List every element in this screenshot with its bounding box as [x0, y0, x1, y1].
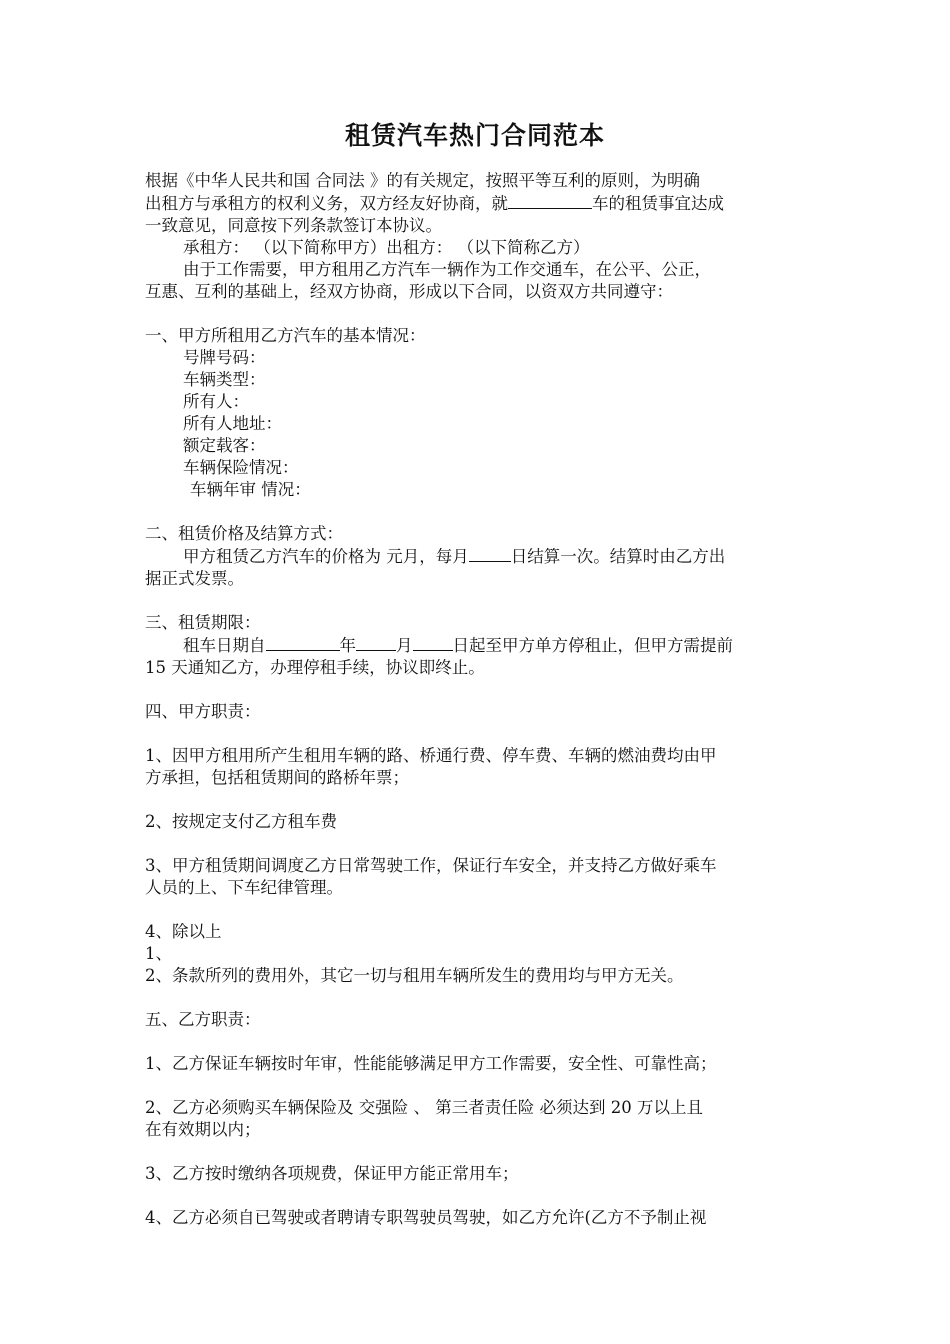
paragraph-line: 承租方： （以下简称甲方）出租方： （以下简称乙方）	[183, 238, 590, 257]
spacer	[145, 833, 815, 855]
spacer	[145, 1075, 815, 1097]
field-label: 车辆保险情况：	[183, 458, 299, 477]
paragraph-line: 互惠、互利的基础上，经双方协商，形成以下合同，以资双方共同遵守：	[145, 282, 673, 301]
paragraph-line: 2、条款所列的费用外，其它一切与租用车辆所发生的费用均与甲方无关。	[145, 966, 684, 985]
field-label: 额定载客：	[183, 436, 266, 455]
paragraph-line	[145, 634, 815, 657]
paragraph-line: 1、乙方保证车辆按时年审，性能能够满足甲方工作需要，安全性、可靠性高；	[145, 1054, 717, 1073]
paragraph-line: 4、除以上	[145, 922, 222, 941]
paragraph-line: 根据《中华人民共和国 合同法 》的有关规定，按照平等互利的原则，为明确	[145, 171, 700, 190]
paragraph-line: 一致意见，同意按下列条款签订本协议。	[145, 216, 442, 235]
paragraph-line: 3、甲方租赁期间调度乙方日常驾驶工作，保证行车安全，并支持乙方做好乘车	[145, 856, 717, 875]
paragraph-line: 1、	[145, 944, 172, 963]
spacer	[145, 501, 815, 523]
document-body	[145, 170, 815, 1229]
spacer	[145, 303, 815, 325]
fill-in-blank	[508, 192, 592, 209]
fill-in-blank	[356, 634, 396, 651]
field-label: 车辆年审 情况：	[190, 480, 311, 499]
spacer	[145, 899, 815, 921]
paragraph-line: 人员的上、下车纪律管理。	[145, 878, 343, 897]
paragraph-line: 方承担，包括租赁期间的路桥年票；	[145, 768, 409, 787]
spacer	[145, 723, 815, 745]
text-segment: 日结算一次。结算时由乙方出	[510, 547, 726, 566]
spacer	[145, 590, 815, 612]
document-title: 租赁汽车热门合同范本	[344, 121, 605, 150]
paragraph-line: 4、乙方必须自已驾驶或者聘请专职驾驶员驾驶，如乙方允许(乙方不予制止视	[145, 1208, 707, 1227]
paragraph-line: 由于工作需要，甲方租用乙方汽车一辆作为工作交通车，在公平、公正，	[183, 260, 711, 279]
section-heading: 二、租赁价格及结算方式：	[145, 524, 343, 543]
paragraph-line: 15 天通知乙方，办理停租手续，协议即终止。	[145, 658, 485, 677]
fill-in-blank	[413, 634, 453, 651]
text-segment: 年	[339, 636, 356, 655]
field-label: 所有人：	[183, 392, 249, 411]
section-heading: 五、乙方职责：	[145, 1010, 261, 1029]
spacer	[145, 987, 815, 1009]
paragraph-line: 2、乙方必须购买车辆保险及 交强险 、 第三者责任险 必须达到 20 万以上且	[145, 1098, 703, 1117]
paragraph-line: 在有效期以内；	[145, 1120, 261, 1139]
spacer	[145, 1141, 815, 1163]
field-label: 号牌号码：	[183, 348, 266, 367]
text-segment: 出租方与承租方的权利义务，双方经友好协商，就	[145, 194, 508, 213]
spacer	[145, 1031, 815, 1053]
section-heading: 三、租赁期限：	[145, 613, 261, 632]
text-segment: 租车日期自	[183, 636, 266, 655]
section-heading: 四、甲方职责：	[145, 702, 261, 721]
paragraph-line: 2、按规定支付乙方租车费	[145, 812, 337, 831]
text-segment: 日起至甲方单方停租止，但甲方需提前	[452, 636, 733, 655]
paragraph-line: 1、因甲方租用所产生租用车辆的路、桥通行费、停车费、车辆的燃油费均由甲	[145, 746, 717, 765]
paragraph-line	[145, 545, 815, 568]
spacer	[145, 1185, 815, 1207]
fill-in-blank	[266, 634, 340, 651]
section-heading: 一、甲方所租用乙方汽车的基本情况：	[145, 326, 426, 345]
field-label: 所有人地址：	[183, 414, 282, 433]
spacer	[145, 789, 815, 811]
paragraph-line	[145, 192, 815, 215]
paragraph-line: 3、乙方按时缴纳各项规费，保证甲方能正常用车；	[145, 1164, 519, 1183]
fill-in-blank	[469, 545, 511, 562]
text-segment: 车的租赁事宜达成	[592, 194, 724, 213]
text-segment: 月	[396, 636, 413, 655]
text-segment: 甲方租赁乙方汽车的价格为 元月，每月	[183, 547, 469, 566]
paragraph-line: 据正式发票。	[145, 569, 244, 588]
field-label: 车辆类型：	[183, 370, 266, 389]
spacer	[145, 679, 815, 701]
